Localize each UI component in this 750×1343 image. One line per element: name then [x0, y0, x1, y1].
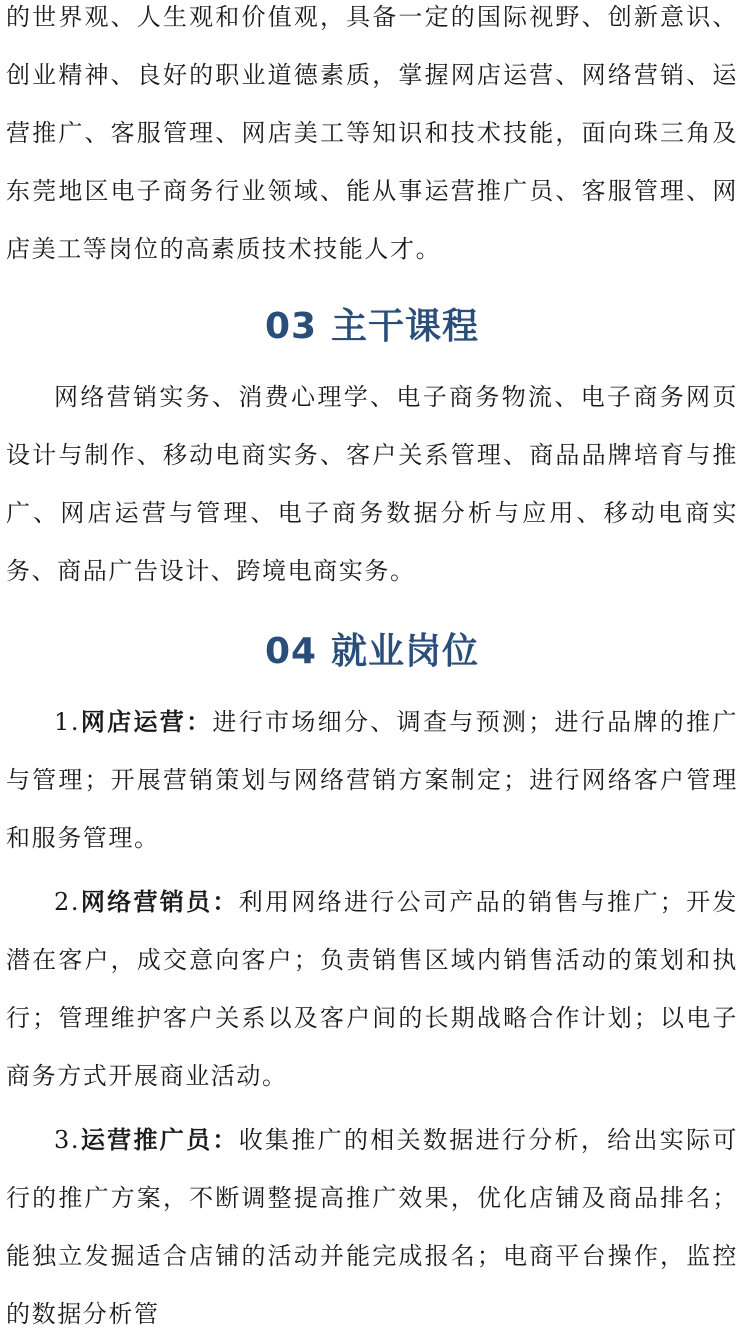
section-heading-courses	[6, 295, 738, 359]
job-index: 3.	[54, 1126, 81, 1154]
job-description: 利用网络进行公司产品的销售与推广；开发潜在客户，成交意向客户；负责销售区域内销售活动的策划和执行；管理维护客户关系以及客户间的长期战略合作计划；以电子商务方式开展商业活动。	[6, 888, 739, 1090]
job-colon: ：	[212, 888, 239, 916]
job-colon: ：	[186, 708, 213, 736]
job-description: 进行市场细分、调查与预测；进行品牌的推广与管理；开展营销策划与网络营销方案制定；进行网络客户管理和服务管理。	[6, 708, 739, 852]
job-title: 网络营销员	[80, 888, 213, 916]
section-number: 04	[264, 631, 318, 672]
job-colon: ：	[212, 1126, 239, 1154]
job-index: 2.	[54, 888, 81, 916]
job-title: 运营推广员	[80, 1126, 213, 1154]
job-item	[6, 693, 738, 867]
intro-paragraph: 的世界观、人生观和价值观，具备一定的国际视野、创新意识、创业精神、良好的职业道德素质，掌握网店运营、网络营销、运营推广、客服管理、网店美工等知识和技术技能，面向珠三角及东莞地区电子商务行业领域、能从事运营推广员、客服管理、网店美工等岗位的高素质技术技能人才。	[6, 3, 738, 263]
courses-paragraph: 网络营销实务、消费心理学、电子商务物流、电子商务网页设计与制作、移动电商实务、客户关系管理、商品品牌培育与推广、网店运营与管理、电子商务数据分析与应用、移动电商实务、商品广告设计、跨境电商实务。	[6, 383, 738, 585]
section-title: 主干课程	[331, 306, 480, 347]
job-title: 网店运营	[80, 708, 187, 736]
job-description: 收集推广的相关数据进行分析，给出实际可行的推广方案，不断调整提高推广效果，优化店铺及商品排名；能独立发掘适合店铺的活动并能完成报名；电商平台操作，监控的数据分析管	[6, 1126, 739, 1328]
section-number: 03	[264, 306, 318, 347]
job-item	[6, 1111, 738, 1343]
section-title: 就业岗位	[331, 631, 480, 672]
job-item	[6, 873, 738, 1105]
job-index: 1.	[54, 708, 81, 736]
section-heading-jobs	[6, 620, 738, 684]
